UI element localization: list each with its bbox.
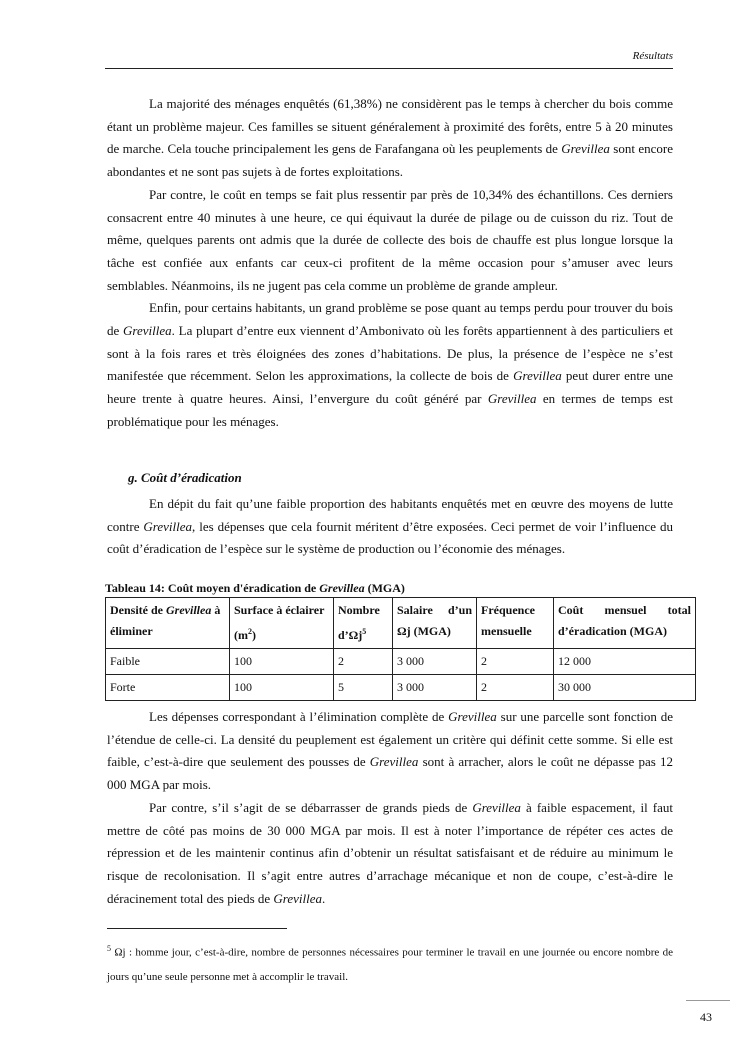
species-name: Grevillea bbox=[166, 603, 212, 617]
text-segment: La majorité des ménages enquêtés (61,38%) ne considèrent pas le temps à chercher du bois comme étant un problème majeur. Ces familles se situent généralement à proximité des forêts, entre 5 à 20 minutes de marche. Cela touche principalement les gens de Farafangana où les peuplements de bbox=[107, 96, 673, 157]
species-name: Grevillea bbox=[123, 323, 172, 339]
text-segment: Nombre d’Ωj bbox=[338, 603, 380, 642]
body-text-bottom bbox=[107, 706, 673, 910]
text-segment: En dépit du fait qu’une faible proportion des habitants enquêtés met en œuvre des moyens de lutte contre bbox=[107, 496, 673, 534]
running-header: Résultats bbox=[632, 50, 673, 62]
page-number-rule bbox=[686, 1000, 730, 1001]
text-segment: (MGA) bbox=[364, 581, 405, 595]
text-segment: en termes de temps est problématique pour les ménages. bbox=[107, 391, 673, 429]
header-cell bbox=[106, 598, 230, 649]
table-cell: 2 bbox=[477, 649, 554, 675]
table-caption bbox=[105, 581, 405, 596]
species-name: Grevillea bbox=[448, 709, 497, 724]
table-cell: 12 000 bbox=[554, 649, 696, 675]
text-segment: . bbox=[322, 890, 326, 906]
paragraph bbox=[107, 297, 673, 433]
text-segment: Densité de bbox=[110, 603, 166, 617]
species-name: Grevillea bbox=[369, 754, 419, 770]
text-segment: 2 bbox=[248, 627, 252, 636]
header-cell bbox=[334, 598, 393, 649]
page-number: 43 bbox=[700, 1010, 712, 1024]
header-cell bbox=[230, 598, 334, 649]
table-cell: 2 bbox=[477, 675, 554, 701]
footnote-text: Ωj : homme jour, c’est-à-dire, nombre de personnes nécessaires pour terminer le travail en une journée ou encore nombre de jours qu’une seule personne met à accomplir le travail. bbox=[107, 946, 673, 983]
species-name: Grevillea bbox=[319, 581, 365, 595]
table-cell: 3 000 bbox=[393, 675, 477, 701]
table-cell: Faible bbox=[106, 649, 230, 675]
footnote bbox=[107, 937, 673, 989]
species-name: Grevillea bbox=[487, 391, 537, 407]
paragraph bbox=[107, 93, 673, 184]
text-segment: Tableau 14: Coût moyen d'éradication de bbox=[105, 581, 320, 595]
text-segment: à éliminer bbox=[110, 603, 221, 638]
header-rule bbox=[105, 68, 673, 69]
text-segment: ) bbox=[252, 628, 256, 642]
text-segment: sont encore abondantes et ne sont pas sujets à de fortes exploitations. bbox=[107, 141, 673, 180]
body-text-top bbox=[107, 93, 673, 434]
table-row bbox=[106, 649, 696, 675]
text-segment: , les dépenses que cela fournit méritent d’être exposées. Ceci permet de voir l’influence du coût d’éradication de l’espèce sur le système de production ou l’économie des ménages. bbox=[107, 518, 673, 557]
text-segment: sont à arracher, alors le coût ne dépasse pas 12 000 MGA par mois. bbox=[107, 754, 673, 793]
footnote-mark: 5 bbox=[107, 944, 111, 953]
cost-table bbox=[105, 597, 696, 701]
table-cell: Forte bbox=[106, 675, 230, 701]
table-cell: 30 000 bbox=[554, 675, 696, 701]
text-segment: à faible espacement, il faut mettre de côté pas moins de 30 000 MGA par mois. Il est à noter l’importance de répéter ces actes de répression et de les maintenir continus afin d’obtenir un résultat satisfaisant et de réduire au minimum le risque de recolonisation. Il s’agit entre autres d’arrachage mécanique et non de coupe, c’est-à-dire le déracinement total des pieds de bbox=[107, 799, 673, 906]
table-cell: 2 bbox=[334, 649, 393, 675]
text-segment: peut durer entre une heure trente à quatre heures. Ainsi, l’envergure du coût généré par bbox=[107, 368, 673, 407]
species-name: Grevillea bbox=[561, 141, 610, 157]
paragraph bbox=[107, 184, 673, 298]
table-header-row bbox=[106, 598, 696, 649]
header-cell bbox=[477, 598, 554, 649]
table-cell: 5 bbox=[334, 675, 393, 701]
table-cell: 100 bbox=[230, 675, 334, 701]
footnote-separator bbox=[107, 928, 287, 929]
text-segment: Par contre, le coût en temps se fait plus ressentir par près de 10,34% des échantillons. Ces derniers consacrent entre 40 minutes à une heure, ce qui équivaut la durée de pilage ou de cuisson du riz. Tout de même, quelques parents ont admis que la durée de collecte des bois de chauffe est plus longue lorsque la tâche est confiée aux enfants car ceux-ci profitent de la même occasion pour s’amuser avec leurs semblables. Néanmoins, ils ne jugent pas cela comme un problème de grande ampleur. bbox=[107, 186, 673, 293]
section-heading: g. Coût d’éradication bbox=[128, 470, 242, 485]
text-segment: Par contre, s’il s’agit de se débarrasser de grands pieds de bbox=[149, 799, 473, 815]
body-text-mid bbox=[107, 493, 673, 561]
text-segment: Coût mensuel total d’éradication (MGA) bbox=[558, 603, 691, 638]
text-segment: 5 bbox=[362, 627, 367, 636]
text-segment: Les dépenses correspondant à l’élimination complète de bbox=[149, 709, 449, 724]
text-segment: . La plupart d’entre eux viennent d’Ambonivato où les forêts appartiennent à des particuliers et sont à la fois rares et très éloignées des zones d’habitations. De plus, la présence de l’espèce ne s’est manifestée que récemment. Selon les approximations, la collecte de bois de bbox=[107, 323, 673, 384]
table-row bbox=[106, 675, 696, 701]
text-segment: sur une parcelle sont fonction de l’étendue de celle-ci. La densité du peuplement est également un critère qui définit cette somme. Si elle est faible, c’est-à-dire que seulement des pousses de bbox=[107, 709, 673, 770]
species-name: Grevillea bbox=[472, 799, 521, 815]
text-segment: Salaire d’un Ωj (MGA) bbox=[397, 603, 472, 638]
species-name: Grevillea bbox=[143, 518, 193, 534]
species-name: Grevillea bbox=[273, 890, 323, 906]
text-segment: Surface à éclairer (m bbox=[234, 603, 325, 642]
table-cell: 3 000 bbox=[393, 649, 477, 675]
paragraph bbox=[107, 797, 673, 911]
table-cell: 100 bbox=[230, 649, 334, 675]
text-segment: Enfin, pour certains habitants, un grand problème se pose quant au temps perdu pour trouver du bois de bbox=[107, 300, 673, 339]
species-name: Grevillea bbox=[513, 368, 562, 384]
header-cell bbox=[554, 598, 696, 649]
paragraph bbox=[107, 706, 673, 797]
text-segment: Fréquence mensuelle bbox=[481, 603, 535, 638]
paragraph bbox=[107, 493, 673, 561]
header-cell bbox=[393, 598, 477, 649]
